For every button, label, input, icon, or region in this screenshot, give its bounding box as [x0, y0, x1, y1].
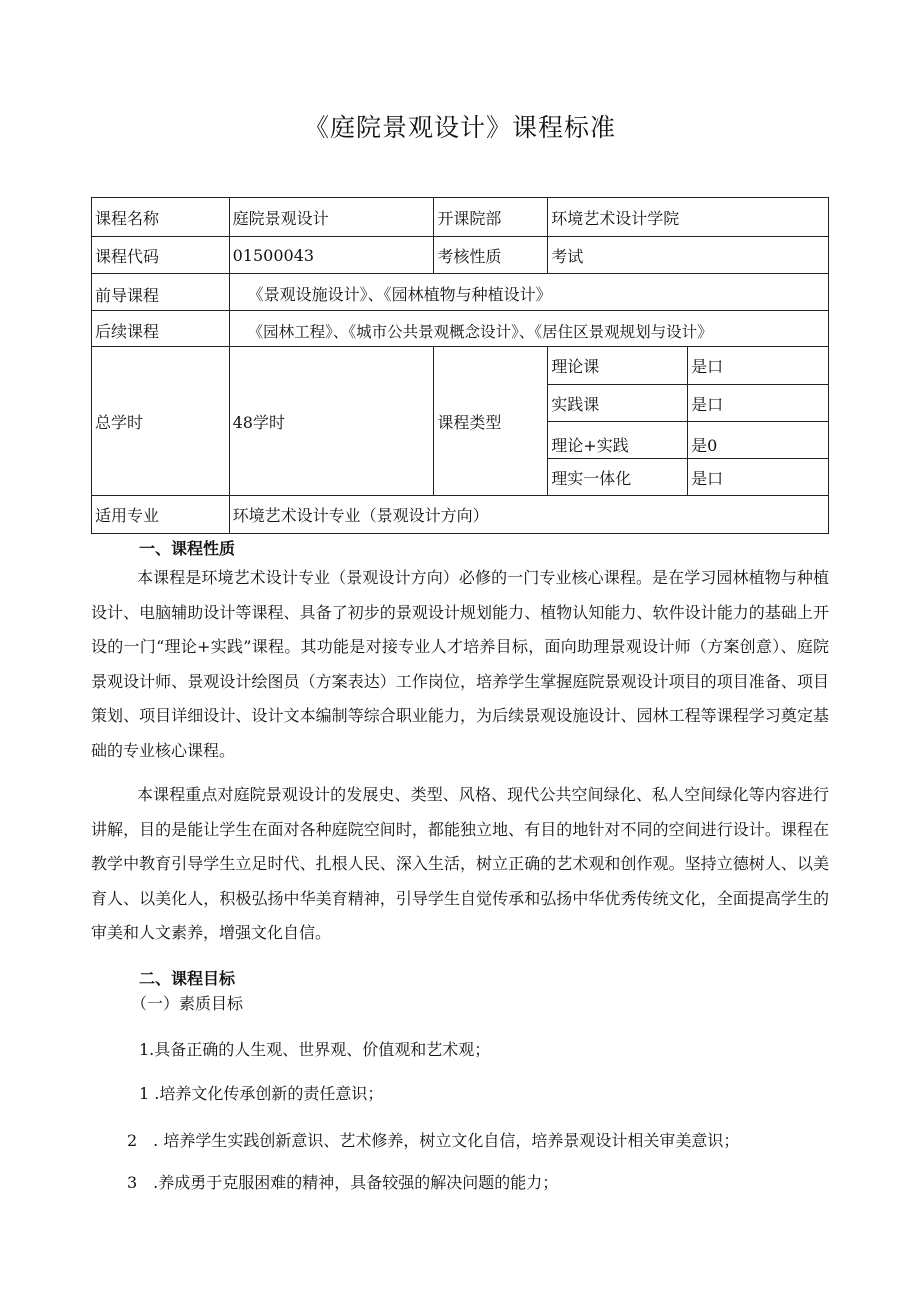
table-row-course-code: [92, 237, 829, 274]
course-name-label: 课程名称: [92, 198, 230, 237]
course-type-value: 是口: [688, 459, 829, 496]
department-value: 环境艺术设计学院: [548, 198, 829, 237]
course-type-name: 理论课: [548, 347, 688, 385]
course-type-value: 是口: [688, 347, 829, 385]
assessment-label: 考核性质: [434, 237, 548, 274]
course-code-label: 课程代码: [92, 237, 230, 274]
paragraph-course-content: 本课程重点对庭院景观设计的发展史、类型、风格、现代公共空间绿化、私人空间绿化等内容进行讲解，目的是能让学生在面对各种庭院空间时，都能独立地、有目的地针对不同的空间进行设计。课程在教学中教育引导学生立足时代、扎根人民、深入生活，树立正确的艺术观和创作观。坚持立德树人、以美育人、以美化人，积极弘扬中华美育精神，引导学生自觉传承和弘扬中华优秀传统文化，全面提高学生的审美和人文素养，增强文化自信。: [91, 785, 829, 942]
paragraph-course-nature: 本课程是环境艺术设计专业（景观设计方向）必修的一门专业核心课程。是在学习园林植物与种植设计、电脑辅助设计等课程、具备了初步的景观设计规划能力、植物认知能力、软件设计能力的基础上开设的一门“理论+实践”课程。其功能是对接专业人才培养目标，面向助理景观设计师（方案创意）、庭院景观设计师、景观设计绘图员（方案表达）工作岗位，培养学生掌握庭院景观设计项目的项目准备、项目策划、项目详细设计、设计文本编制等综合职业能力，为后续景观设施设计、园林工程等课程学习奠定基础的专业核心课程。: [91, 568, 829, 760]
section-heading-course-objectives: 二、课程目标: [139, 969, 236, 988]
subheading-quality-objectives: （一）素质目标: [131, 994, 244, 1013]
document-title: 《庭院景观设计》课程标准: [303, 113, 616, 142]
prerequisite-value: 《景观设施设计》、《园林植物与种植设计》: [229, 274, 828, 311]
table-row-course-type-1: [92, 347, 829, 385]
table-row-prerequisite: [92, 274, 829, 311]
objective-item: 1.具备正确的人生观、世界观、价值观和艺术观；: [139, 1040, 491, 1059]
course-type-value: 是0: [688, 422, 829, 459]
prerequisite-label: 前导课程: [92, 274, 230, 311]
major-value: 环境艺术设计专业（景观设计方向）: [229, 496, 828, 534]
course-type-value: 是口: [688, 385, 829, 422]
department-label: 开课院部: [434, 198, 548, 237]
course-code-value: 01500043: [229, 237, 434, 274]
course-type-name: 理实一体化: [548, 459, 688, 496]
table-row-course-name: [92, 198, 829, 237]
total-hours-label: 总学时: [92, 347, 230, 496]
course-type-name: 理论+实践: [548, 422, 688, 459]
section-heading-course-nature: 一、课程性质: [139, 539, 236, 558]
course-type-label: 课程类型: [434, 347, 548, 496]
course-name-value: 庭院景观设计: [229, 198, 434, 237]
followup-value: 《园林工程》、《城市公共景观概念设计》、《居住区景观规划与设计》: [229, 311, 828, 347]
table-row-major: [92, 496, 829, 534]
objective-item: 1 .培养文化传承创新的责任意识；: [139, 1084, 384, 1103]
objective-item: 3 .养成勇于克服困难的精神，具备较强的解决问题的能力；: [127, 1173, 559, 1192]
major-label: 适用专业: [92, 496, 230, 534]
course-info-table: [91, 197, 829, 534]
total-hours-value: 48学时: [229, 347, 434, 496]
course-type-name: 实践课: [548, 385, 688, 422]
followup-label: 后续课程: [92, 311, 230, 347]
table-row-followup: [92, 311, 829, 347]
objective-item: 2 . 培养学生实践创新意识、艺术修养，树立文化自信，培养景观设计相关审美意识；: [127, 1131, 740, 1150]
assessment-value: 考试: [548, 237, 829, 274]
